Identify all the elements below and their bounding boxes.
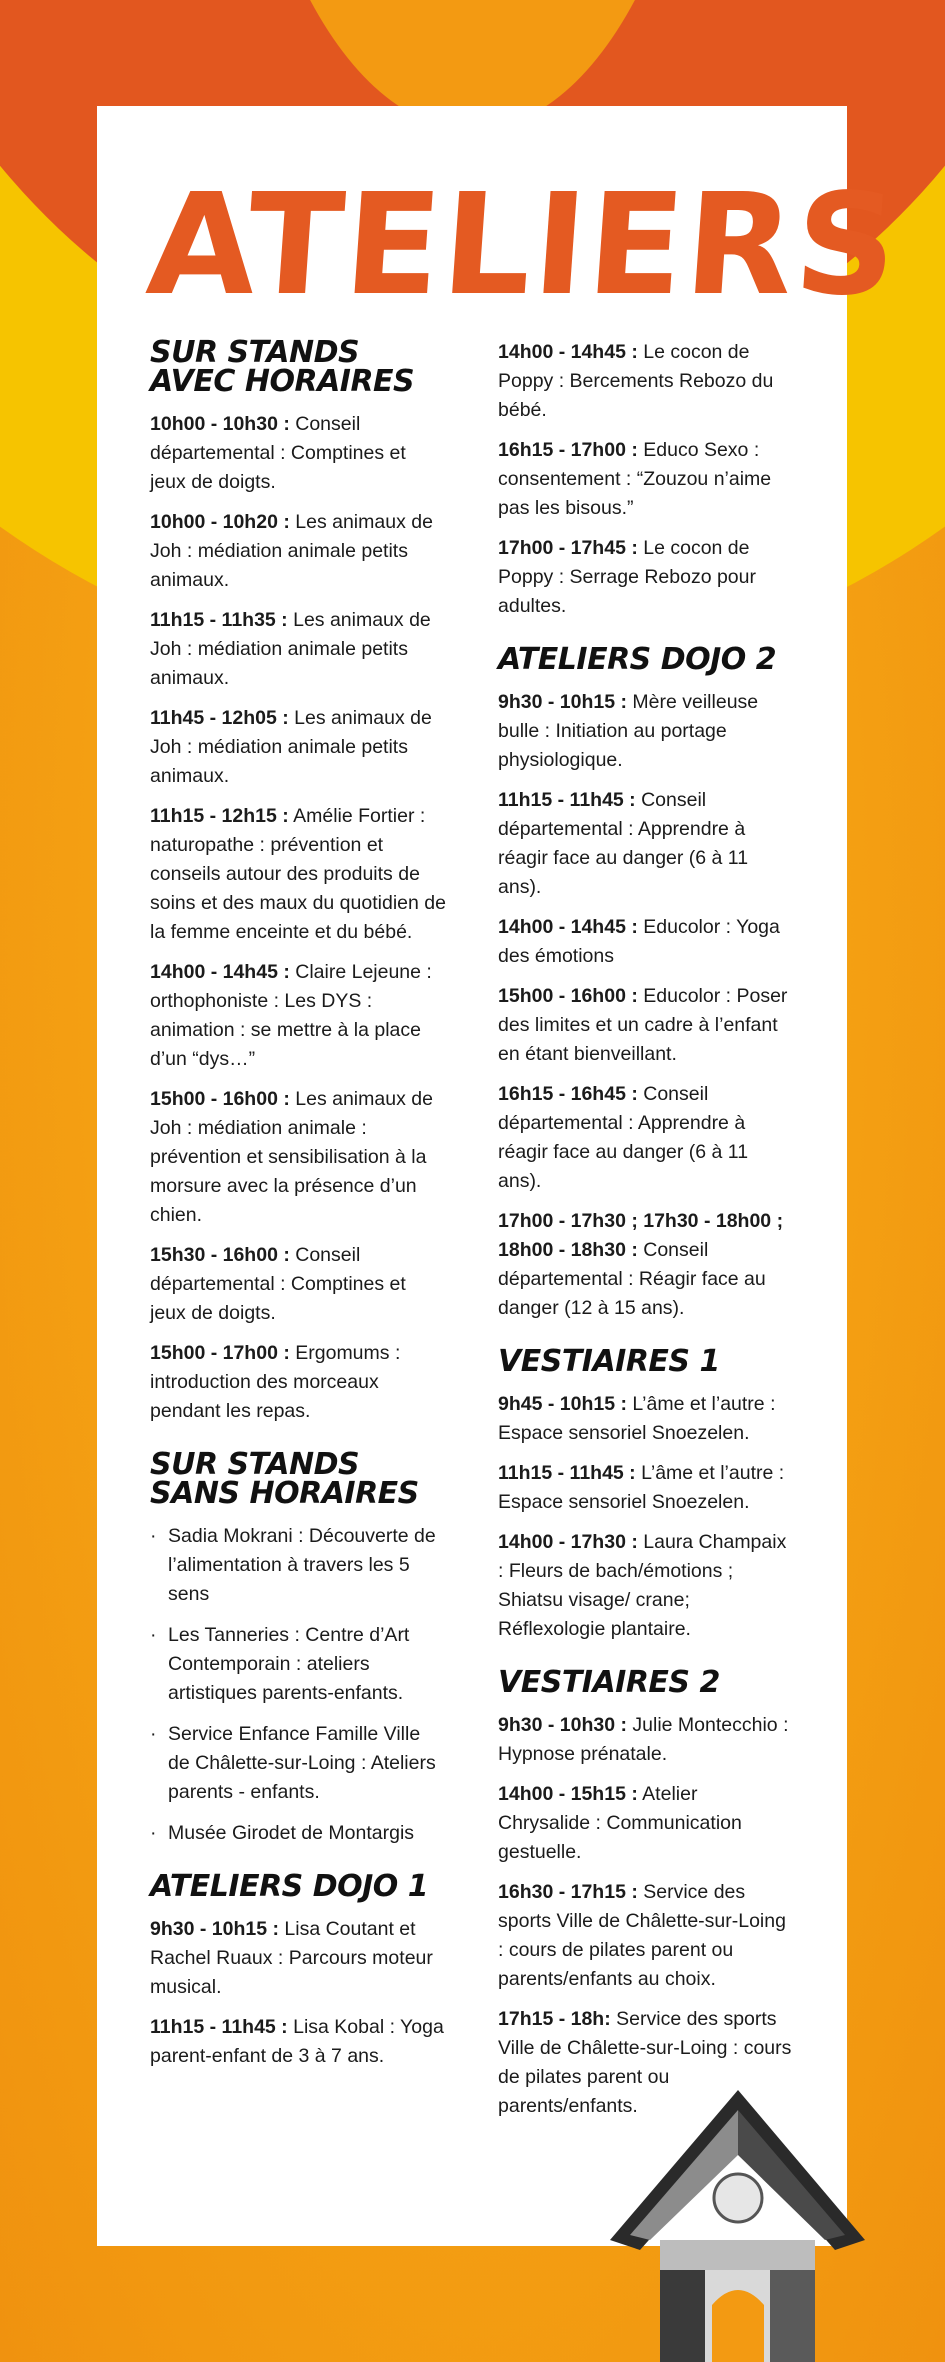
- entry-time: 9h30 - 10h15 :: [498, 691, 627, 713]
- entry-description: Conseil départemental : Apprendre à réagir face au danger (6 à 11 ans).: [498, 789, 749, 898]
- section-heading-stands-sans-horaires: [150, 1447, 446, 1511]
- right-column: [498, 338, 794, 2132]
- entry-time: 10h00 - 10h20 :: [150, 511, 290, 533]
- entry-description: Service des sports Ville de Châlette-sur-Loing : cours de pilates parent ou parents/enfants au choix.: [498, 1881, 786, 1990]
- entry-time: 11h15 - 11h45 :: [150, 2016, 288, 2038]
- section-heading-dojo2: ATELIERS DOJO 2: [498, 642, 777, 677]
- entry-time: 14h00 - 15h15 :: [498, 1783, 638, 1805]
- entry-description: Conseil départemental : Comptines et jeux de doigts.: [150, 1244, 406, 1324]
- entry-time: 14h00 - 14h45 :: [498, 916, 638, 938]
- bullet-icon: ·: [150, 1723, 157, 1745]
- entry-time: 11h15 - 11h45 :: [498, 1462, 636, 1484]
- section-heading-dojo1: ATELIERS DOJO 1: [150, 1869, 429, 1904]
- schedule-entry: [498, 338, 794, 425]
- entry-time: 15h00 - 16h00 :: [498, 985, 638, 1007]
- heading-line: SUR STANDS: [150, 335, 360, 370]
- entry-description: Conseil départemental : Réagir face au danger (12 à 15 ans).: [498, 1239, 766, 1319]
- schedule-entry: [150, 2013, 446, 2071]
- entry-description: Les animaux de Joh : médiation animale petits animaux.: [150, 707, 432, 787]
- entry-description: Claire Lejeune : orthophoniste : Les DYS : animation : se mettre à la place d’un “dys…”: [150, 961, 432, 1070]
- bullet-icon: ·: [150, 1525, 157, 1547]
- schedule-entry: [150, 958, 446, 1074]
- schedule-list-vestiaires1: [498, 1390, 794, 1644]
- entry-description: Conseil départemental : Apprendre à réagir face au danger (6 à 11 ans).: [498, 1083, 749, 1192]
- list-item: [150, 1720, 446, 1807]
- list-item-text: Sadia Mokrani : Découverte de l’alimentation à travers les 5 sens: [168, 1525, 436, 1605]
- list-item: [150, 1819, 446, 1848]
- entry-time: 16h15 - 16h45 :: [498, 1083, 638, 1105]
- schedule-entry: [150, 1915, 446, 2002]
- entry-time: 14h00 - 17h30 :: [498, 1531, 638, 1553]
- entry-time: 16h30 - 17h15 :: [498, 1881, 638, 1903]
- schedule-entry: [150, 508, 446, 595]
- schedule-entry: [498, 1459, 794, 1517]
- schedule-list-vestiaires2: [498, 1711, 794, 2121]
- list-stands-sans-horaires: [150, 1522, 446, 1848]
- entry-time: 11h45 - 12h05 :: [150, 707, 289, 729]
- schedule-list-dojo1: [150, 1915, 446, 2071]
- entry-description: Ergomums : introduction des morceaux pendant les repas.: [150, 1342, 401, 1422]
- entry-description: Educolor : Yoga des émotions: [498, 916, 780, 967]
- entry-description: Service des sports Ville de Châlette-sur-Loing : cours de pilates parent ou parents/enfants.: [498, 2008, 792, 2117]
- bullet-icon: ·: [150, 1624, 157, 1646]
- entry-time: 15h00 - 16h00 :: [150, 1088, 290, 1110]
- entry-description: Mère veilleuse bulle : Initiation au portage physiologique.: [498, 691, 759, 771]
- schedule-entry: [498, 913, 794, 971]
- entry-time: 15h00 - 17h00 :: [150, 1342, 290, 1364]
- entry-description: Les animaux de Joh : médiation animale petits animaux.: [150, 511, 433, 591]
- schedule-list-dojo2: [498, 688, 794, 1323]
- schedule-entry: [150, 410, 446, 497]
- entry-description: Atelier Chrysalide : Communication gestuelle.: [498, 1783, 742, 1863]
- entry-description: Lisa Coutant et Rachel Ruaux : Parcours moteur musical.: [150, 1918, 433, 1998]
- entry-time: 10h00 - 10h30 :: [150, 413, 290, 435]
- schedule-entry: [498, 688, 794, 775]
- entry-description: Les animaux de Joh : médiation animale petits animaux.: [150, 609, 431, 689]
- entry-time: 9h45 - 10h15 :: [498, 1393, 627, 1415]
- entry-description: Julie Montecchio : Hypnose prénatale.: [498, 1714, 789, 1765]
- schedule-entry: [150, 1241, 446, 1328]
- entry-time: 9h30 - 10h15 :: [150, 1918, 279, 1940]
- left-column: [150, 335, 446, 2082]
- schedule-entry: [150, 802, 446, 947]
- bullet-icon: ·: [150, 1822, 157, 1844]
- entry-description: Les animaux de Joh : médiation animale : prévention et sensibilisation à la morsure avec la présence d’un chien.: [150, 1088, 433, 1226]
- entry-time: 9h30 - 10h30 :: [498, 1714, 627, 1736]
- schedule-entry: [498, 1390, 794, 1448]
- entry-time: 17h15 - 18h:: [498, 2008, 611, 2030]
- schedule-entry: [498, 1878, 794, 1994]
- heading-line: SANS HORAIRES: [150, 1476, 419, 1511]
- entry-description: Le cocon de Poppy : Bercements Rebozo du bébé.: [498, 341, 774, 421]
- entry-time: 14h00 - 14h45 :: [150, 961, 290, 983]
- schedule-entry: [150, 1339, 446, 1426]
- schedule-entry: [498, 534, 794, 621]
- schedule-entry: [498, 1207, 794, 1323]
- entry-time: 16h15 - 17h00 :: [498, 439, 638, 461]
- list-item-text: Musée Girodet de Montargis: [168, 1822, 415, 1844]
- schedule-entry: [498, 436, 794, 523]
- heading-line: SUR STANDS: [150, 1447, 360, 1482]
- list-item: [150, 1621, 446, 1708]
- entry-time: 17h00 - 17h30 ; 17h30 - 18h00 ; 18h00 - 18h30 :: [498, 1210, 784, 1261]
- section-heading-vestiaires2: VESTIAIRES 2: [498, 1665, 720, 1700]
- section-heading-stands-avec-horaires: [150, 335, 446, 399]
- toy-house-illustration: [600, 2080, 875, 2362]
- entry-description: Educolor : Poser des limites et un cadre à l’enfant en étant bienveillant.: [498, 985, 788, 1065]
- schedule-entry: [150, 1085, 446, 1230]
- entry-description: Lisa Kobal : Yoga parent-enfant de 3 à 7 ans.: [150, 2016, 444, 2067]
- entry-description: Laura Champaix : Fleurs de bach/émotions ; Shiatsu visage/ crane; Réflexologie plantaire.: [498, 1531, 787, 1640]
- list-item-text: Service Enfance Famille Ville de Châlette-sur-Loing : Ateliers parents - enfants.: [168, 1723, 436, 1803]
- schedule-entry: [498, 1711, 794, 1769]
- entry-time: 17h00 - 17h45 :: [498, 537, 638, 559]
- heading-line: AVEC HORAIRES: [150, 364, 415, 399]
- entry-time: 11h15 - 11h45 :: [498, 789, 636, 811]
- entry-time: 11h15 - 12h15 :: [150, 805, 289, 827]
- schedule-entry: [498, 1780, 794, 1867]
- entry-description: L’âme et l’autre : Espace sensoriel Snoezelen.: [498, 1462, 785, 1513]
- schedule-list-dojo1-continued: [498, 338, 794, 621]
- schedule-entry: [498, 982, 794, 1069]
- entry-description: Conseil départemental : Comptines et jeux de doigts.: [150, 413, 406, 493]
- list-item: [150, 1522, 446, 1609]
- entry-description: Amélie Fortier : naturopathe : prévention et conseils autour des produits de soins et des maux du quotidien de la femme enceinte et du bébé.: [150, 805, 446, 943]
- page-title: ATELIERS: [142, 164, 904, 327]
- schedule-entry: [150, 704, 446, 791]
- schedule-list-stands-avec-horaires: [150, 410, 446, 1426]
- entry-description: Le cocon de Poppy : Serrage Rebozo pour adultes.: [498, 537, 756, 617]
- schedule-entry: [498, 786, 794, 902]
- entry-time: 14h00 - 14h45 :: [498, 341, 638, 363]
- section-heading-vestiaires1: VESTIAIRES 1: [498, 1344, 720, 1379]
- entry-description: Educo Sexo : consentement : “Zouzou n’aime pas les bisous.”: [498, 439, 772, 519]
- entry-description: L’âme et l’autre : Espace sensoriel Snoezelen.: [498, 1393, 776, 1444]
- schedule-entry: [498, 1528, 794, 1644]
- schedule-entry: [498, 1080, 794, 1196]
- entry-time: 15h30 - 16h00 :: [150, 1244, 290, 1266]
- list-item-text: Les Tanneries : Centre d’Art Contemporain : ateliers artistiques parents-enfants.: [168, 1624, 410, 1704]
- schedule-entry: [150, 606, 446, 693]
- entry-time: 11h15 - 11h35 :: [150, 609, 288, 631]
